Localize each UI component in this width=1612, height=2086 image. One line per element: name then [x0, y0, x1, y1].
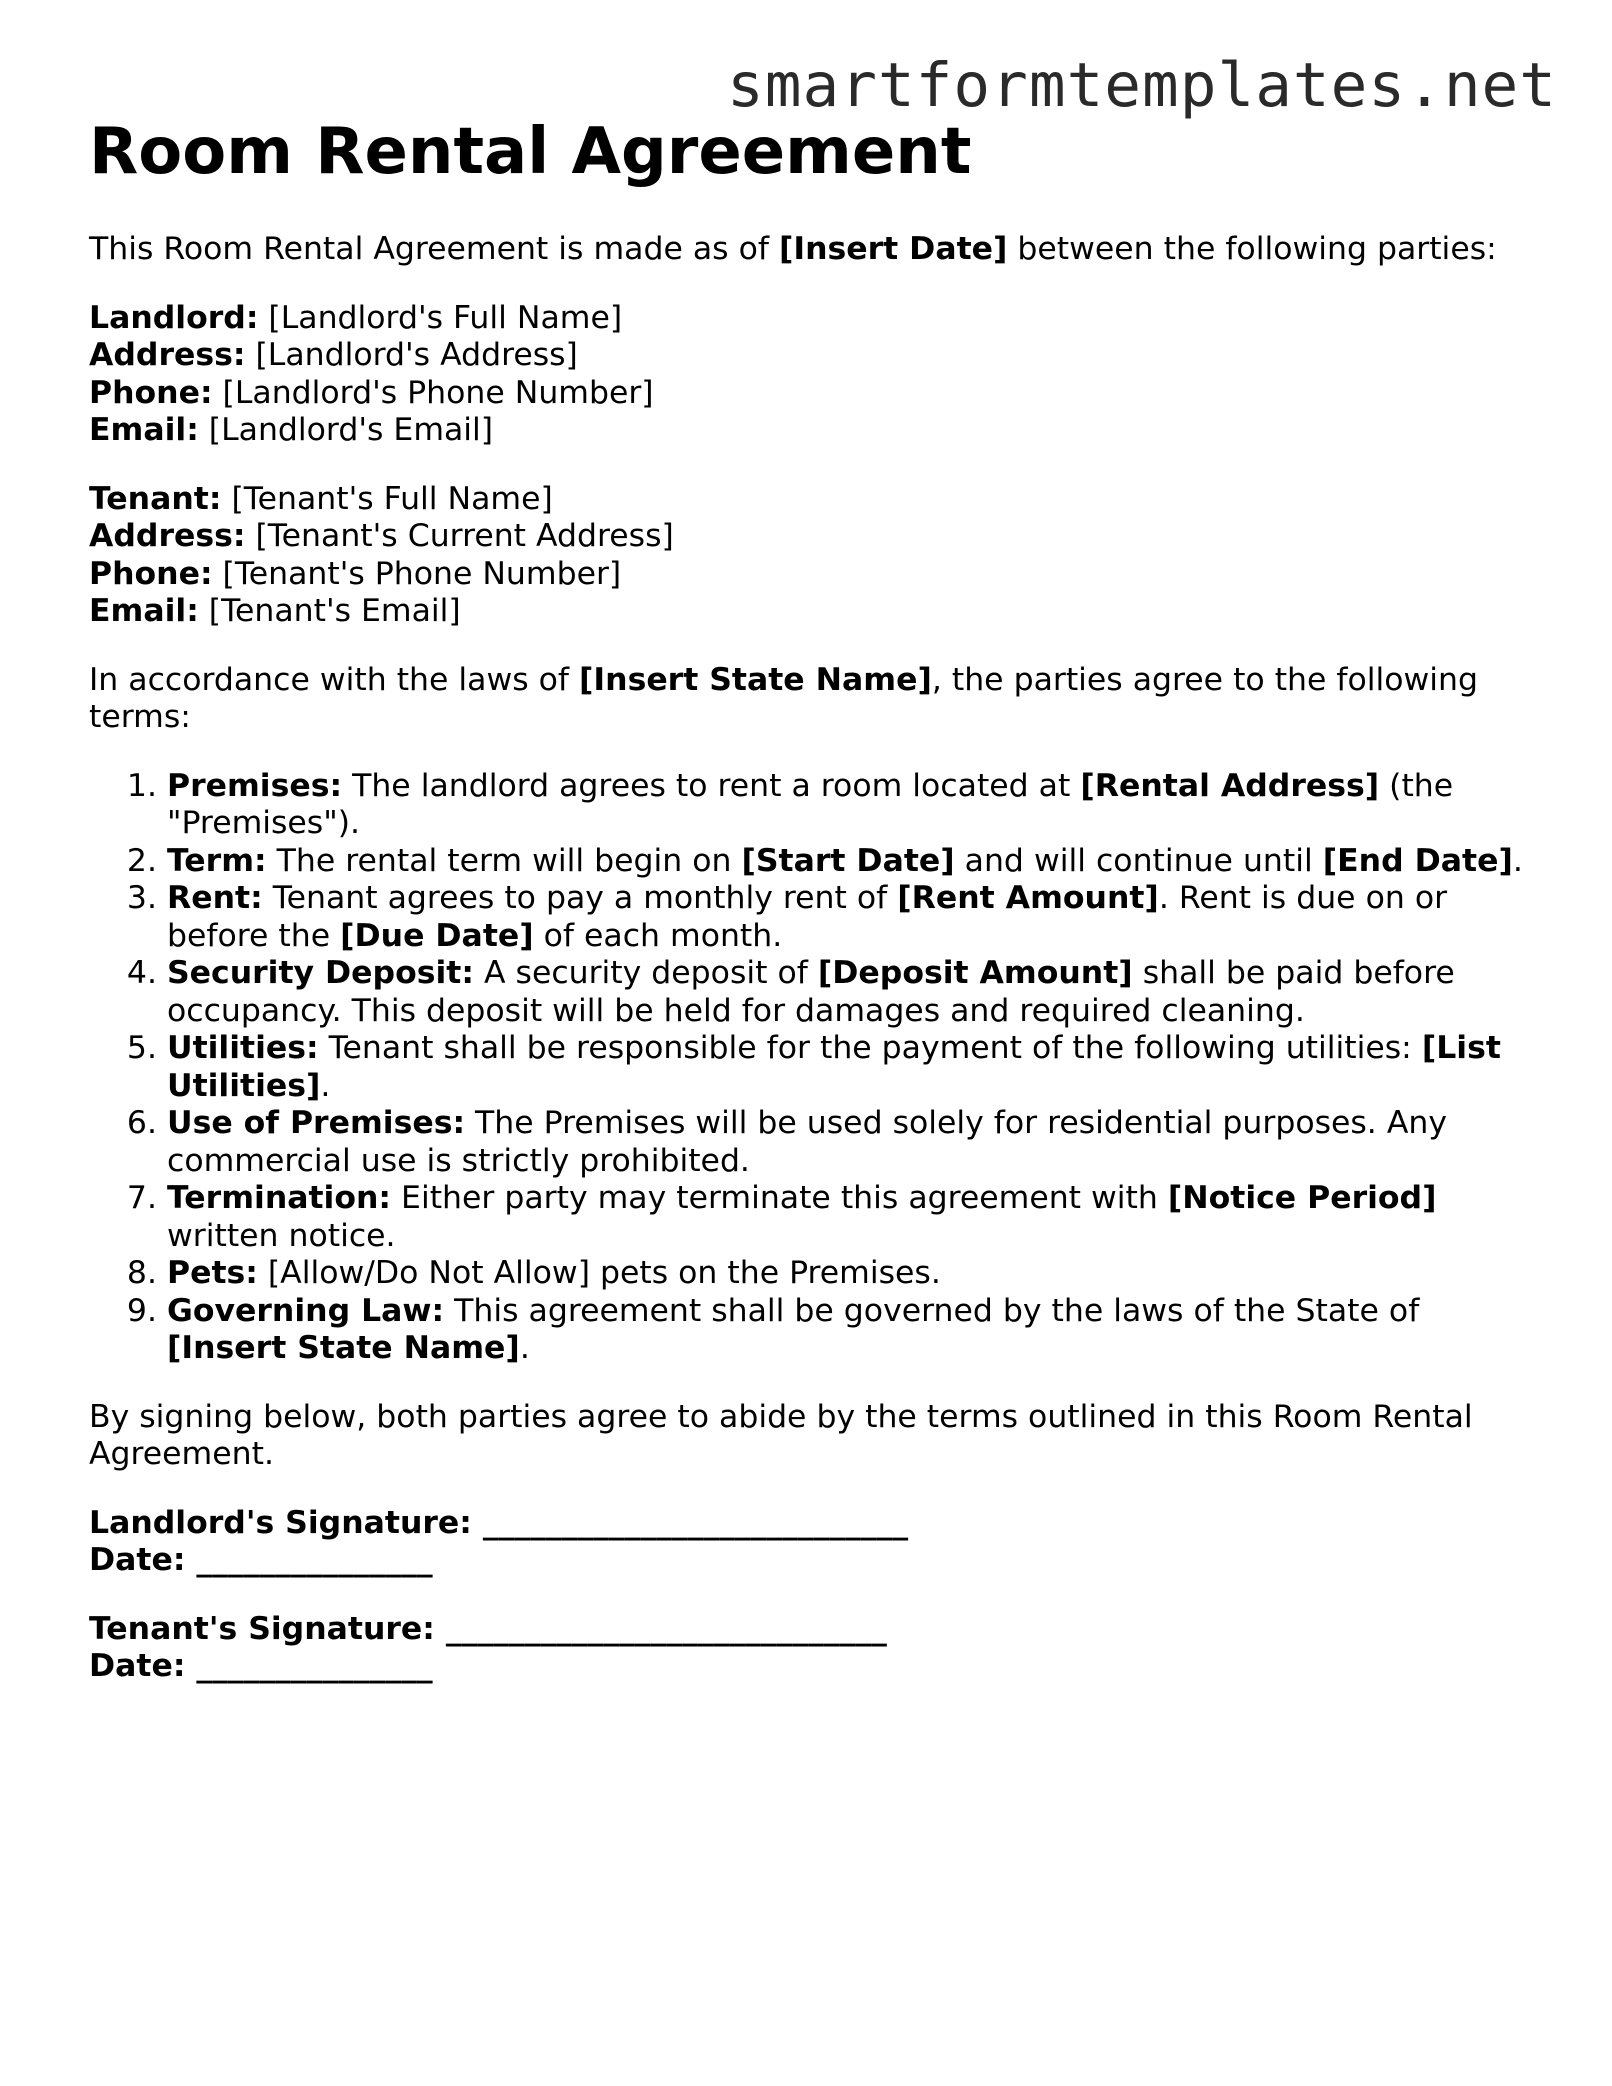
- term-utilities: 5. Utilities: Tenant shall be responsible for the payment of the following utilities: [List Utilities].: [167, 1030, 1529, 1105]
- landlord-phone-line: Phone: [Landlord's Phone Number]: [89, 374, 654, 411]
- term-premises: 1. Premises: The landlord agrees to rent a room located at [Rental Address] (the "Premises").: [167, 768, 1529, 843]
- tenant-block: [89, 481, 1529, 631]
- term-security-deposit: 4. Security Deposit: A security deposit of [Deposit Amount] shall be paid before occupancy. This deposit will be held for damages and required cleaning.: [167, 955, 1529, 1030]
- tenant-name-line: Tenant: [Tenant's Full Name]: [89, 480, 553, 517]
- tenant-signature-line[interactable]: Tenant's Signature: ____________________________: [89, 1610, 887, 1647]
- tenant-date-line[interactable]: Date: _______________: [89, 1648, 433, 1684]
- tenant-address-line: Address: [Tenant's Current Address]: [89, 518, 674, 554]
- landlord-signature-block: [89, 1505, 1529, 1580]
- laws-paragraph: In accordance with the laws of [Insert State Name], the parties agree to the following terms:: [89, 661, 1479, 735]
- term-termination: 7. Termination: Either party may terminate this agreement with [Notice Period] written notice.: [167, 1180, 1529, 1255]
- landlord-signature-line[interactable]: Landlord's Signature: ___________________________: [89, 1504, 909, 1541]
- insert-date-placeholder: [Insert Date]: [778, 231, 1008, 267]
- intro-paragraph: This Room Rental Agreement is made as of [Insert Date] between the following parties:: [89, 231, 1497, 267]
- tenant-phone-line: Phone: [Tenant's Phone Number]: [89, 555, 622, 592]
- landlord-email-line: Email: [Landlord's Email]: [89, 412, 494, 448]
- state-name-placeholder: [Insert State Name]: [579, 661, 932, 698]
- page-title: Room Rental Agreement: [89, 115, 972, 189]
- closing-paragraph: By signing below, both parties agree to abide by the terms outlined in this Room Rental Agreement.: [89, 1398, 1473, 1472]
- document-flow: [89, 231, 1529, 1686]
- tenant-email-line: Email: [Tenant's Email]: [89, 593, 461, 629]
- tenant-signature-block: [89, 1611, 1529, 1686]
- watermark: smartformtemplates.net: [727, 50, 1557, 121]
- landlord-address-line: Address: [Landlord's Address]: [89, 337, 578, 373]
- term-rent: 3. Rent: Tenant agrees to pay a monthly rent of [Rent Amount]. Rent is due on or before the [Due Date] of each month.: [167, 880, 1529, 955]
- terms-list: [89, 768, 1529, 1368]
- landlord-date-line[interactable]: Date: _______________: [89, 1542, 433, 1578]
- landlord-name-line: Landlord: [Landlord's Full Name]: [89, 299, 623, 336]
- term-governing-law: 9. Governing Law: This agreement shall be governed by the laws of the State of [Insert State Name].: [167, 1293, 1529, 1368]
- landlord-block: [89, 300, 1529, 450]
- term-pets: 8. Pets: [Allow/Do Not Allow] pets on the Premises.: [167, 1255, 1529, 1293]
- term-use-of-premises: 6. Use of Premises: The Premises will be used solely for residential purposes. Any commercial use is strictly prohibited.: [167, 1105, 1529, 1180]
- term-term: 2. Term: The rental term will begin on [Start Date] and will continue until [End Date].: [167, 843, 1529, 881]
